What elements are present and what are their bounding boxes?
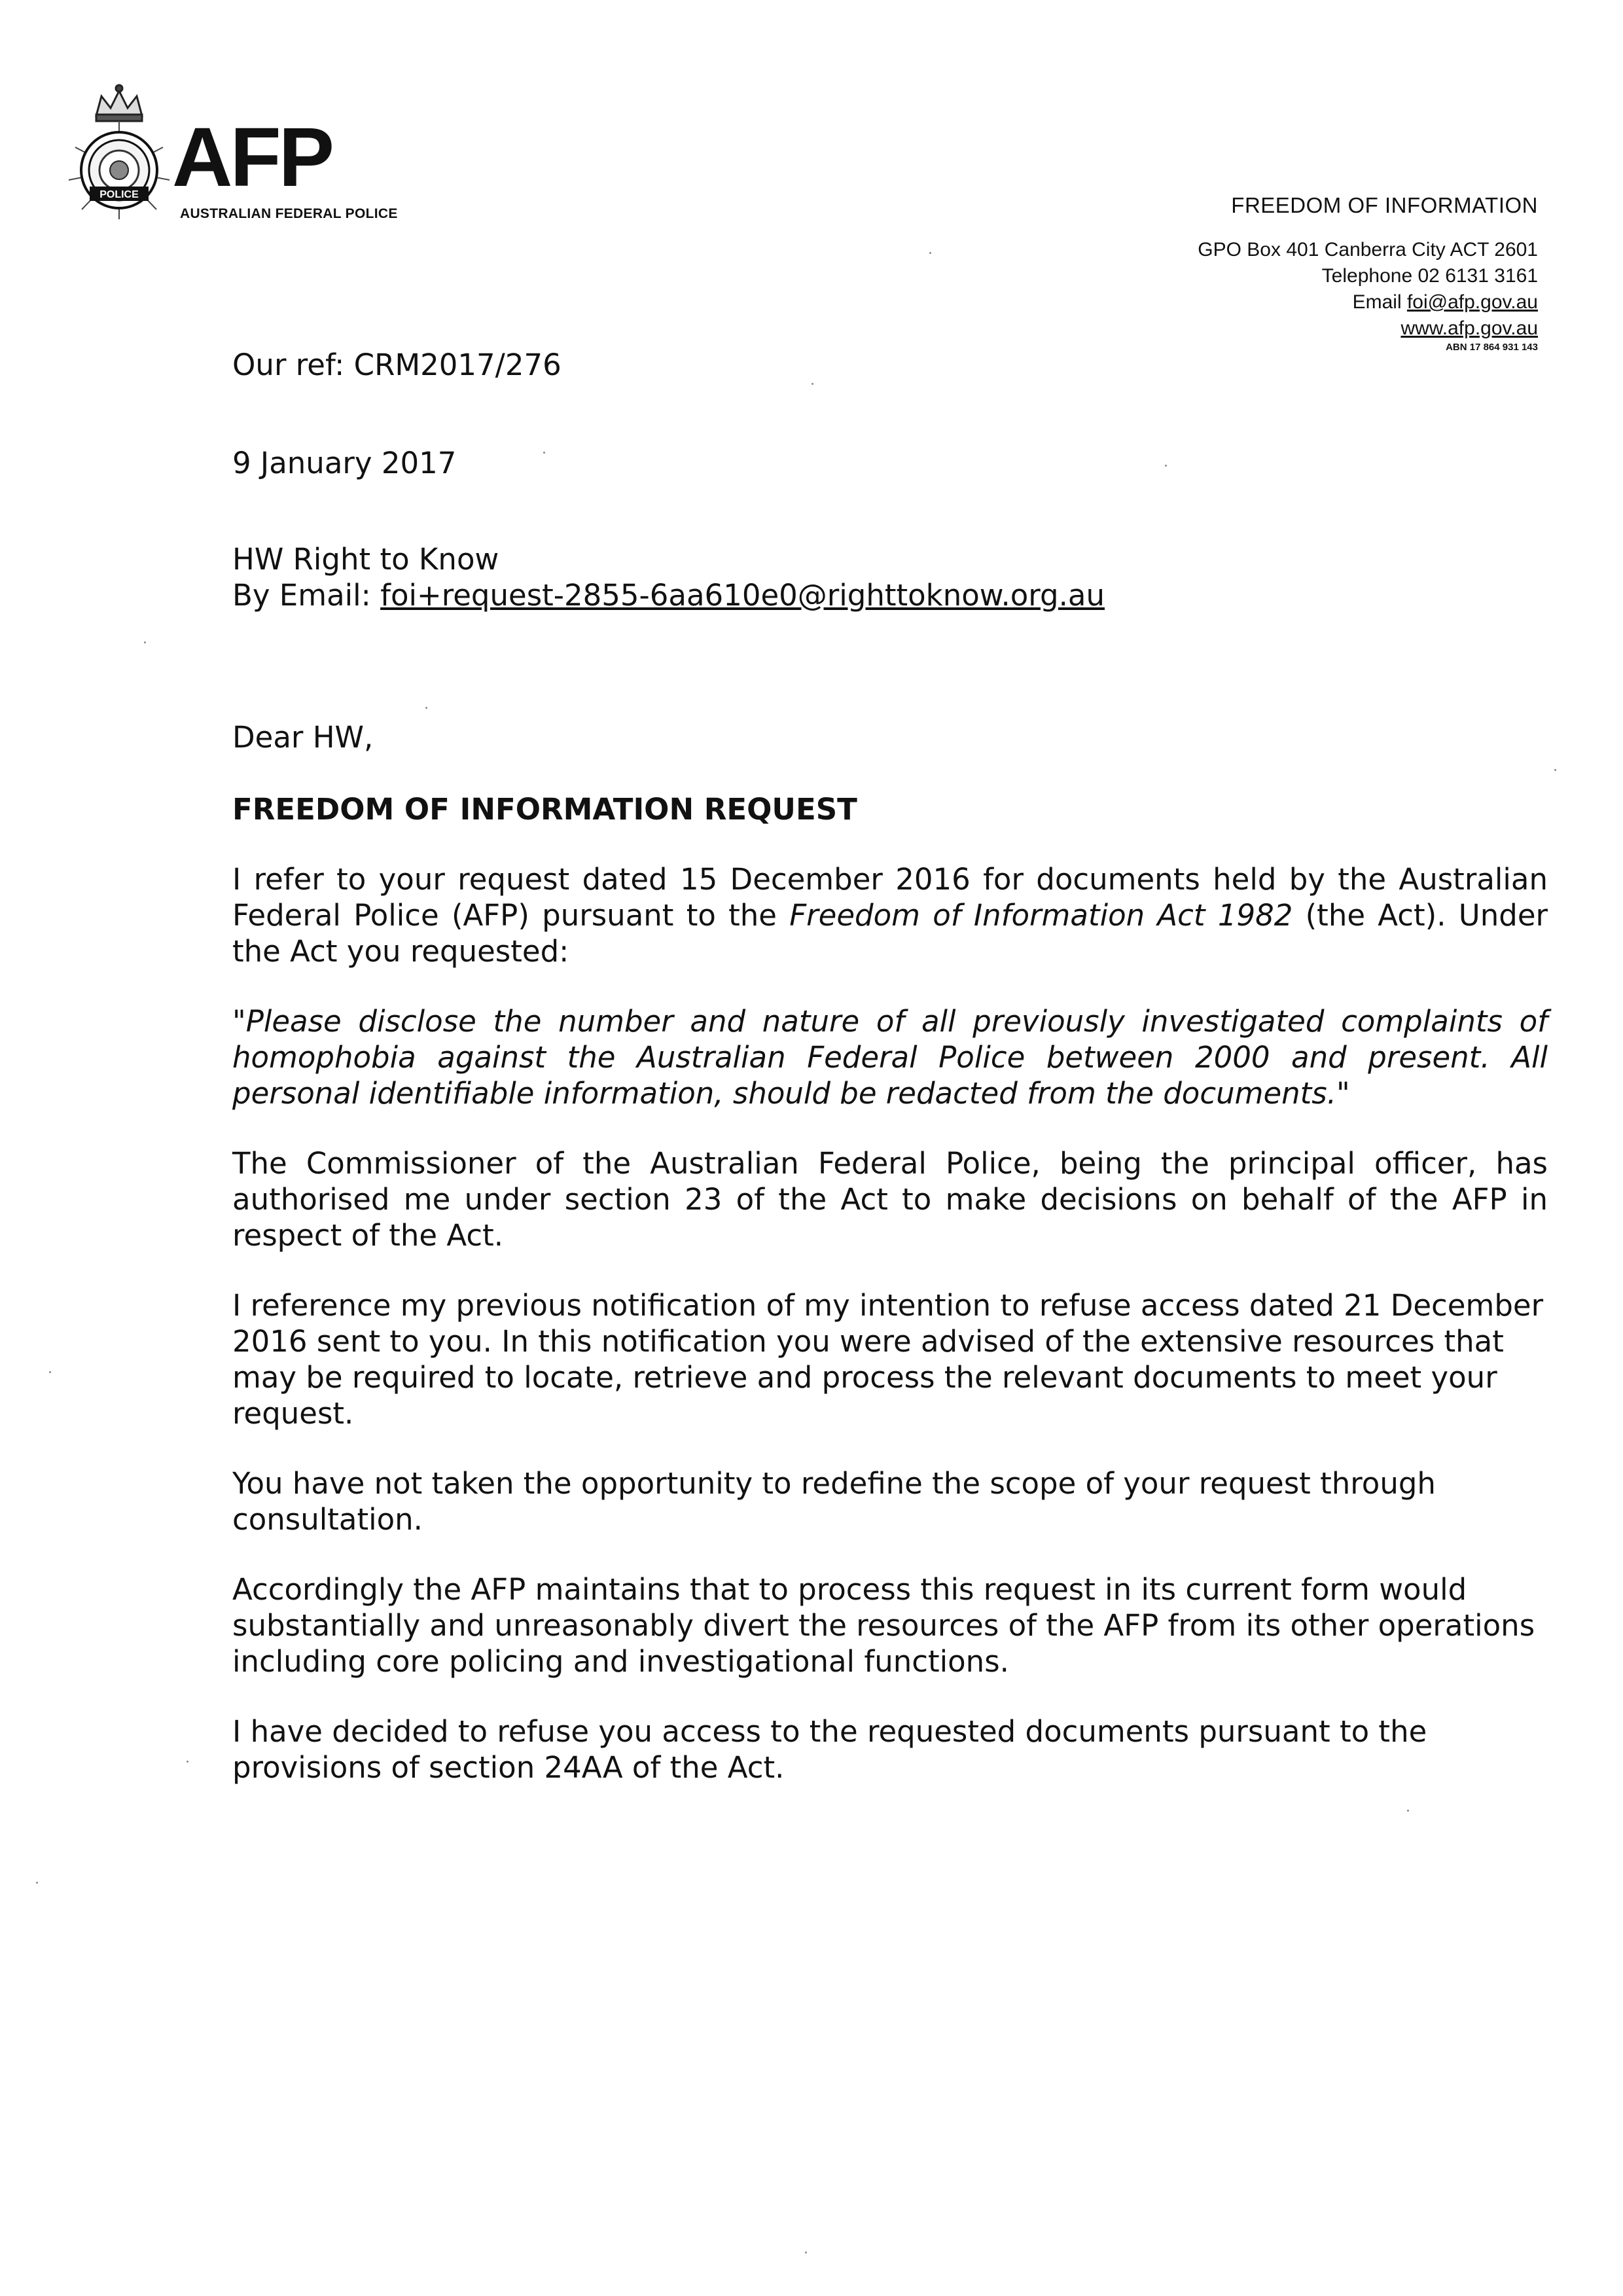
quoted-request: "Please disclose the number and nature of all previously investigated complaints of homophobia against the Australian Federal Police between 2000 and present. All personal identifiable information, should be redacted from the documents." [232, 1004, 1548, 1111]
recipient-name: HW Right to Know [232, 542, 499, 577]
foi-email-link[interactable]: foi@afp.gov.au [1406, 291, 1538, 313]
salutation: Dear HW, [232, 720, 374, 755]
recipient-email-line [232, 577, 1548, 613]
paragraph-diversion-of-resources: Accordingly the AFP maintains that to process this request in its current form would substantially and unreasonably divert the resources of the AFP from its other operations including core policing and investigational functions. [232, 1572, 1535, 1679]
department-name: FREEDOM OF INFORMATION [1231, 193, 1538, 217]
paragraph-request-reference: I refer to your request dated 15 December 2016 for documents held by the Australian Federal Police (AFP) pursuant to the Freedom of Information Act 1982 (the Act). Under the Act you requested: [232, 862, 1548, 969]
letter-body [232, 347, 1548, 1785]
telephone-line [949, 263, 1538, 289]
by-email-label: By Email: [232, 578, 371, 613]
our-reference: Our ref: CRM2017/276 [232, 348, 562, 382]
letterhead [949, 191, 1538, 353]
afp-logo [62, 82, 402, 232]
postal-address: GPO Box 401 Canberra City ACT 2601 [1198, 239, 1538, 260]
recipient-email-link[interactable]: foi+request-2855-6aa610e0@righttoknow.org.au [380, 578, 1105, 613]
subject-heading: FREEDOM OF INFORMATION REQUEST [232, 792, 857, 827]
email-line [949, 289, 1538, 315]
telephone-label: Telephone [1321, 265, 1413, 287]
paragraph-decision: I have decided to refuse you access to the requested documents pursuant to the provisions of section 24AA of the Act. [232, 1714, 1427, 1785]
paragraph-previous-notification: I reference my previous notification of my intention to refuse access dated 21 December 2016 sent to you. In this notification you were advised of the extensive resources that may be required to locate, retrieve and process the relevant documents to meet your request. [232, 1288, 1544, 1431]
paragraph-authorisation: The Commissioner of the Australian Federal Police, being the principal officer, has authorised me under section 23 of the Act to make decisions on behalf of the AFP in respect of the Act. [232, 1146, 1548, 1253]
svg-text:POLICE: POLICE [99, 189, 139, 200]
letter-date: 9 January 2017 [232, 446, 457, 480]
act-title: Freedom of Information Act 1982 [789, 898, 1293, 933]
afp-crest-icon [62, 82, 177, 223]
website-line [949, 315, 1538, 342]
email-label: Email [1352, 291, 1402, 313]
abn-number: ABN 17 864 931 143 [1446, 342, 1538, 353]
website-link[interactable]: www.afp.gov.au [1400, 317, 1538, 339]
addressee-block [232, 541, 1548, 613]
paragraph-no-consultation: You have not taken the opportunity to redefine the scope of your request through consultation. [232, 1466, 1436, 1537]
telephone-number: 02 6131 3161 [1418, 265, 1538, 287]
afp-wordmark: AFP [172, 111, 332, 204]
afp-wordmark-subtitle: AUSTRALIAN FEDERAL POLICE [180, 206, 398, 221]
